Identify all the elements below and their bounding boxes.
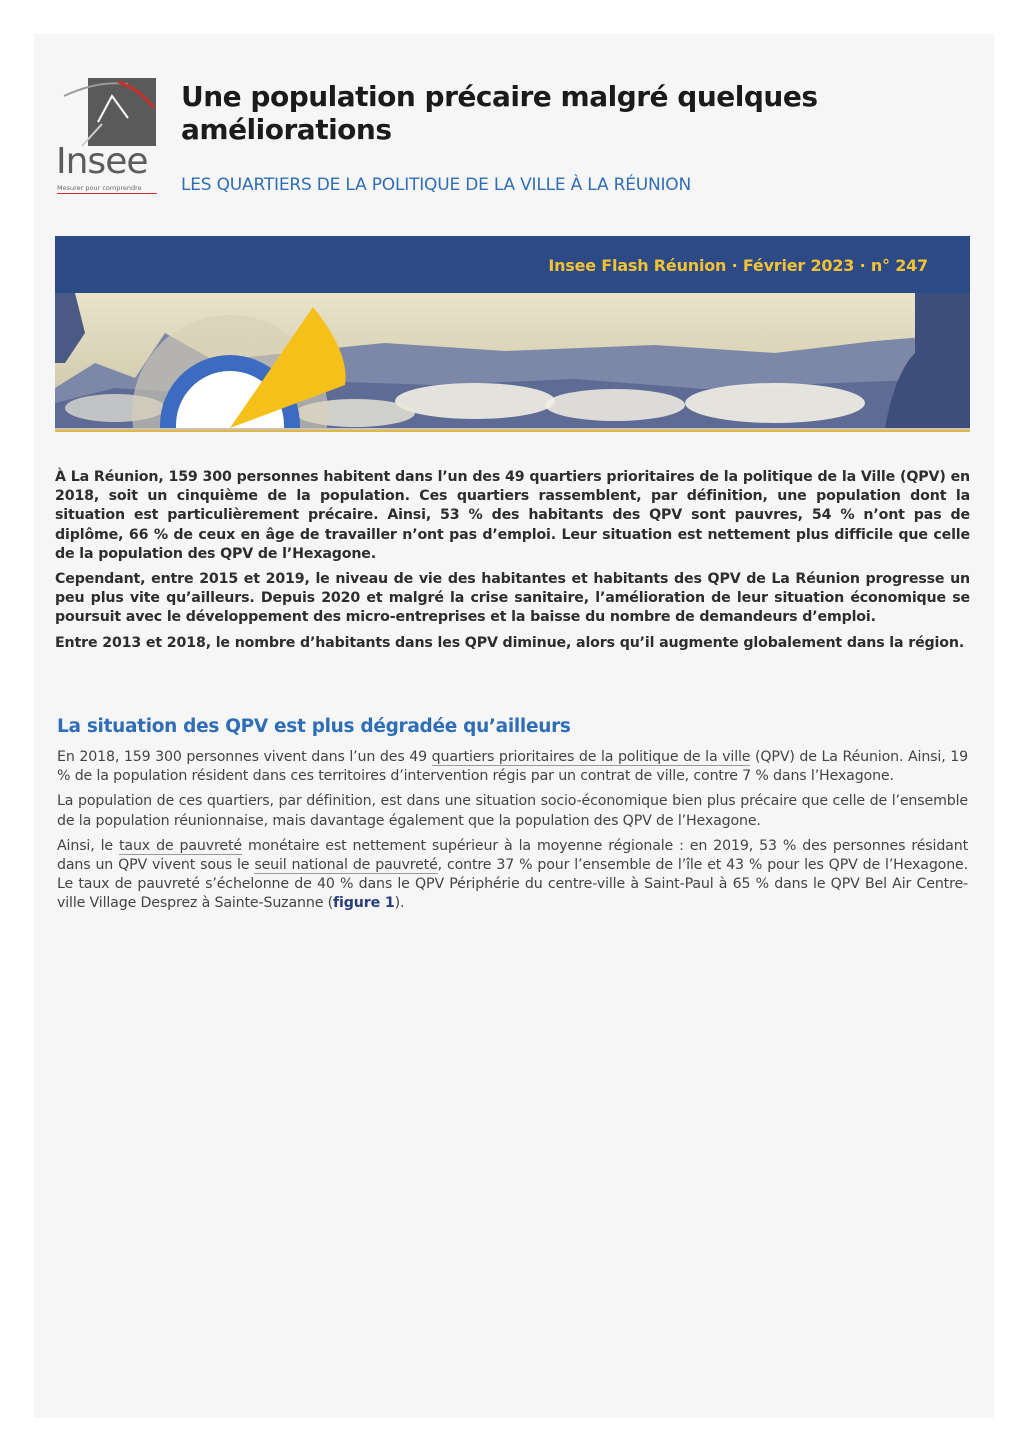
definition-link-poverty-threshold[interactable]: seuil national de pauvreté xyxy=(254,857,438,874)
publication-banner xyxy=(55,236,970,293)
section-body xyxy=(57,748,968,920)
text-run: En 2018, 159 300 personnes vivent dans l’un des 49 xyxy=(57,749,432,765)
text-run: (QPV) de La Réunion. Ainsi, 19 % de la population résident dans ces territoires d’intervention régis par un contrat de ville, contre 7 % dans l’Hexagone. xyxy=(57,749,968,785)
text-run: monétaire est nettement supérieur à la moyenne régionale : en 2019, 53 % des personnes résidant dans un QPV vivent sous le xyxy=(57,837,968,874)
figure-1-link[interactable]: figure 1 xyxy=(333,895,395,912)
page-title: Une population précaire malgré quelques améliorations xyxy=(181,80,818,146)
definition-link-qpv[interactable]: quartiers prioritaires de la politique de la ville xyxy=(431,749,751,765)
document-page xyxy=(34,34,994,1418)
text-run: ). xyxy=(394,895,405,912)
insee-logo[interactable] xyxy=(56,78,160,228)
page-subtitle: LES QUARTIERS DE LA POLITIQUE DE LA VILLE À LA RÉUNION xyxy=(181,175,692,195)
intro-paragraph: À La Réunion, 159 300 personnes habitent dans l’un des 49 quartiers prioritaires de la politique de la Ville (QPV) en 2018, soit un cinquième de la population. Ces quartiers rassemblent, par définition, une population dont la situation est particulièrement précaire. Ainsi, 53 % des habitants des QPV sont pauvres, 54 % n’ont pas de diplôme, 66 % de ceux en âge de travailler n’ont pas d’emploi. Leur situation est nettement plus difficile que celle de la population des QPV de l’Hexagone. xyxy=(55,469,970,562)
section-heading: La situation des QPV est plus dégradée qu’ailleurs xyxy=(57,716,571,737)
publication-reference: Insee Flash Réunion · Février 2023 · n° 247 xyxy=(548,256,928,275)
text-run: Ainsi, le xyxy=(57,837,119,854)
body-paragraph: La population de ces quartiers, par définition, est dans une situation socio-économique bien plus précaire que celle de l’ensemble de la population réunionnaise, mais davantage également que la population des QPV de l’Hexagone. xyxy=(57,793,968,829)
text-run: , contre 37 % pour l’ensemble de l’île et 43 % pour les QPV de l’Hexagone. Le taux de pauvreté s’échelonne de 40 % dans le QPV Périphérie du centre-ville à Saint-Paul à 65 % dans le QPV Bel Air Centre-ville Village Desprez à Sainte-Suzanne ( xyxy=(57,857,968,912)
insee-wordmark: Insee xyxy=(56,141,148,182)
definition-link-poverty-rate[interactable]: taux de pauvreté xyxy=(119,837,242,854)
insee-logo-mark-icon xyxy=(58,78,158,148)
insee-tagline: Mesurer pour comprendre xyxy=(57,184,157,194)
intro-paragraph: Cependant, entre 2015 et 2019, le niveau de vie des habitantes et habitants des QPV de La Réunion progresse un peu plus vite qu’ailleurs. Depuis 2020 et malgré la crise sanitaire, l’amélioration de leur situation économique se poursuit avec le développement des micro-entreprises et la baisse du nombre de demandeurs d’emploi. xyxy=(55,571,970,626)
landscape-illustration xyxy=(55,293,970,428)
cover-landscape-image xyxy=(55,293,970,432)
body-paragraph xyxy=(57,837,968,914)
body-paragraph xyxy=(57,748,968,786)
intro-paragraph: Entre 2013 et 2018, le nombre d’habitants dans les QPV diminue, alors qu’il augmente globalement dans la région. xyxy=(55,634,965,651)
intro-summary xyxy=(55,468,970,659)
